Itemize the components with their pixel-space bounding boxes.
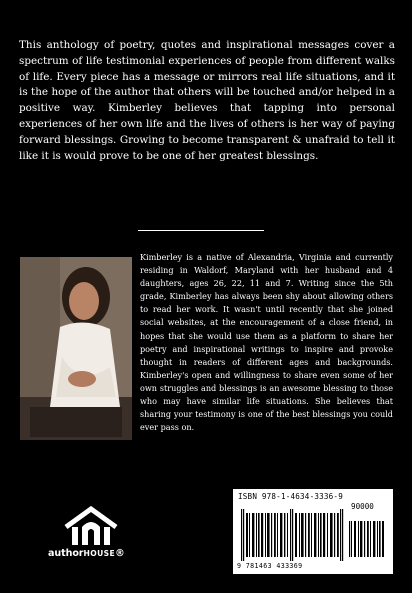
isbn-barcode — [233, 489, 393, 574]
isbn-number: ISBN 978-1-4634-3336-9 — [238, 492, 343, 501]
authorhouse-house-icon — [58, 505, 124, 549]
barcode-price-code: 90000 — [351, 502, 374, 511]
back-cover-blurb: This anthology of poetry, quotes and inspirational messages cover a spectrum of life testimonial experiences of people from different walks of life. Every piece has a message or mirrors real life situations, and it is the hope of the author that others will be touched and/or helped in a positive way. Kimberley believes that tapping into personal experiences of her own life and the lives of others is her way of paying forward blessings. Growing to become transparent & unafraid to tell it like it is would prove to be one of her greatest blessings. — [19, 39, 395, 162]
section-divider — [138, 230, 264, 231]
barcode-bars — [239, 503, 389, 561]
publisher-logo — [58, 505, 124, 575]
publisher-name: authorHOUSE® — [48, 548, 125, 559]
author-photo — [20, 257, 132, 440]
barcode-digits: 9 781463 433369 — [237, 562, 303, 570]
author-bio: Kimberley is a native of Alexandria, Virginia and currently residing in Waldorf, Maryland with her husband and 4 daughters, ages 26, 22, 11 and 7. Writing since the 5th grade, Kimberley has always been shy about allowing others to read her work. It wasn't until recently that she joined social websites, at the encouragement of a close friend, in hopes that she would use them as a platform to share her poetry and inspirational writings to inspire and provoke thought in readers of different ages and backgrounds. Kimberley's open and willingness to share even some of her own struggles and blessings is an awesome blessing to those who may have similar life situations. She believes that sharing your testimony is one of the best blessings you could ever pass on. — [140, 252, 393, 433]
